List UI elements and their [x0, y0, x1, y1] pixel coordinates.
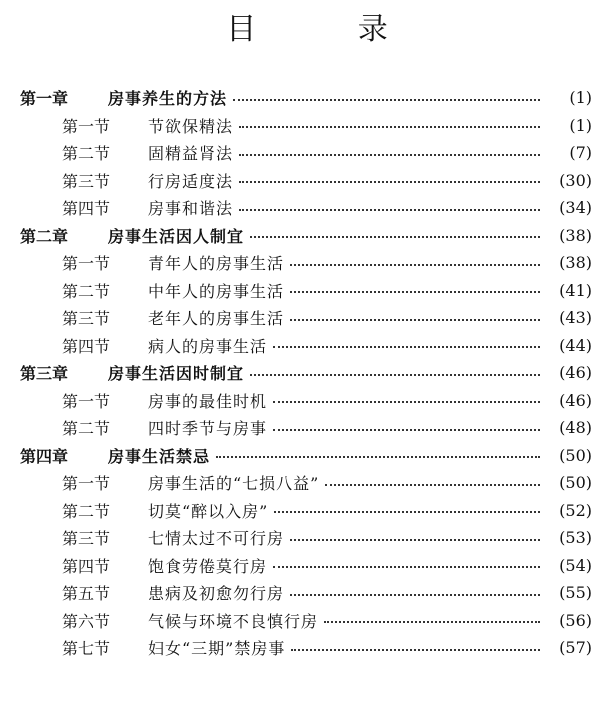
- section-title: 节欲保精法: [148, 116, 234, 136]
- dot-leader: [273, 401, 540, 403]
- toc-section-3-1[interactable]: [0, 387, 614, 415]
- section-label: 第三节: [62, 529, 111, 549]
- toc-section-4-5[interactable]: [0, 579, 614, 607]
- toc-chapter-2[interactable]: [0, 222, 614, 250]
- section-title: 患病及初愈勿行房: [148, 584, 285, 604]
- section-label: 第一节: [62, 391, 111, 411]
- dot-leader: [250, 236, 540, 238]
- toc-section-4-6[interactable]: [0, 607, 614, 635]
- dot-leader: [273, 566, 540, 568]
- page-number: (44): [559, 335, 592, 355]
- toc-section-2-4[interactable]: [0, 332, 614, 360]
- section-label: 第三节: [62, 309, 111, 329]
- section-title: 老年人的房事生活: [148, 309, 285, 329]
- dot-leader: [273, 429, 540, 431]
- page-number: (55): [559, 583, 592, 603]
- section-label: 第二节: [62, 144, 111, 164]
- section-title: 房事生活的“七损八益”: [148, 474, 320, 494]
- page-number: (34): [559, 198, 592, 218]
- dot-leader: [250, 374, 540, 376]
- chapter-label: 第三章: [20, 364, 69, 384]
- toc-section-4-3[interactable]: [0, 524, 614, 552]
- chapter-label: 第二章: [20, 226, 69, 246]
- section-title: 饱食劳倦莫行房: [148, 556, 268, 576]
- section-label: 第一节: [62, 254, 111, 274]
- chapter-label: 第四章: [20, 446, 69, 466]
- dot-leader: [233, 99, 540, 101]
- section-label: 第一节: [62, 474, 111, 494]
- page-number: (46): [559, 363, 592, 383]
- toc-section-4-2[interactable]: [0, 497, 614, 525]
- section-title: 青年人的房事生活: [148, 254, 285, 274]
- section-label: 第二节: [62, 419, 111, 439]
- toc-section-1-1[interactable]: [0, 112, 614, 140]
- chapter-title: 房事生活因人制宜: [108, 226, 245, 246]
- section-title: 行房适度法: [148, 171, 234, 191]
- dot-leader: [290, 291, 540, 293]
- chapter-label: 第一章: [20, 89, 69, 109]
- section-title: 切莫“醉以入房”: [148, 501, 269, 521]
- page-number: (50): [559, 445, 592, 465]
- page-number: (30): [559, 170, 592, 190]
- section-title: 房事和谐法: [148, 199, 234, 219]
- table-of-contents: [0, 84, 614, 662]
- section-label: 第五节: [62, 584, 111, 604]
- section-label: 第四节: [62, 556, 111, 576]
- page-number: (53): [559, 528, 592, 548]
- dot-leader: [290, 539, 540, 541]
- page-title: 目 录: [226, 12, 434, 47]
- section-title: 妇女“三期”禁房事: [148, 639, 286, 659]
- section-label: 第三节: [62, 171, 111, 191]
- page-number: (1): [569, 88, 592, 108]
- toc-section-4-1[interactable]: [0, 469, 614, 497]
- page-number: (50): [559, 473, 592, 493]
- page-number: (52): [559, 500, 592, 520]
- toc-section-4-7[interactable]: [0, 634, 614, 662]
- toc-section-1-4[interactable]: [0, 194, 614, 222]
- toc-section-4-4[interactable]: [0, 552, 614, 580]
- dot-leader: [324, 621, 540, 623]
- toc-section-3-2[interactable]: [0, 414, 614, 442]
- dot-leader: [239, 181, 540, 183]
- dot-leader: [290, 264, 540, 266]
- section-label: 第七节: [62, 639, 111, 659]
- toc-section-1-3[interactable]: [0, 167, 614, 195]
- toc-chapter-4[interactable]: [0, 442, 614, 470]
- dot-leader: [291, 649, 540, 651]
- page-number: (54): [559, 555, 592, 575]
- toc-section-2-3[interactable]: [0, 304, 614, 332]
- section-title: 房事的最佳时机: [148, 391, 268, 411]
- page-number: (43): [559, 308, 592, 328]
- dot-leader: [290, 594, 540, 596]
- section-title: 病人的房事生活: [148, 336, 268, 356]
- dot-leader: [239, 154, 540, 156]
- section-title: 七情太过不可行房: [148, 529, 285, 549]
- toc-section-2-1[interactable]: [0, 249, 614, 277]
- page-number: (38): [559, 225, 592, 245]
- chapter-title: 房事养生的方法: [108, 89, 228, 109]
- chapter-title: 房事生活禁忌: [108, 446, 211, 466]
- dot-leader: [290, 319, 540, 321]
- dot-leader: [274, 511, 540, 513]
- dot-leader: [239, 126, 540, 128]
- section-title: 中年人的房事生活: [148, 281, 285, 301]
- section-title: 四时季节与房事: [148, 419, 268, 439]
- section-title: 气候与环境不良慎行房: [148, 611, 319, 631]
- section-title: 固精益肾法: [148, 144, 234, 164]
- section-label: 第六节: [62, 611, 111, 631]
- chapter-title: 房事生活因时制宜: [108, 364, 245, 384]
- toc-chapter-3[interactable]: [0, 359, 614, 387]
- page-number: (57): [559, 638, 592, 658]
- page-number: (1): [569, 115, 592, 135]
- toc-section-2-2[interactable]: [0, 277, 614, 305]
- page-number: (48): [559, 418, 592, 438]
- dot-leader: [216, 456, 540, 458]
- section-label: 第一节: [62, 116, 111, 136]
- section-label: 第四节: [62, 336, 111, 356]
- section-label: 第四节: [62, 199, 111, 219]
- toc-section-1-2[interactable]: [0, 139, 614, 167]
- dot-leader: [239, 209, 540, 211]
- section-label: 第二节: [62, 281, 111, 301]
- page-number: (7): [569, 143, 592, 163]
- dot-leader: [325, 484, 540, 486]
- page-number: (41): [559, 280, 592, 300]
- page-number: (56): [559, 610, 592, 630]
- page-number: (38): [559, 253, 592, 273]
- dot-leader: [273, 346, 540, 348]
- toc-chapter-1[interactable]: [0, 84, 614, 112]
- section-label: 第二节: [62, 501, 111, 521]
- page-number: (46): [559, 390, 592, 410]
